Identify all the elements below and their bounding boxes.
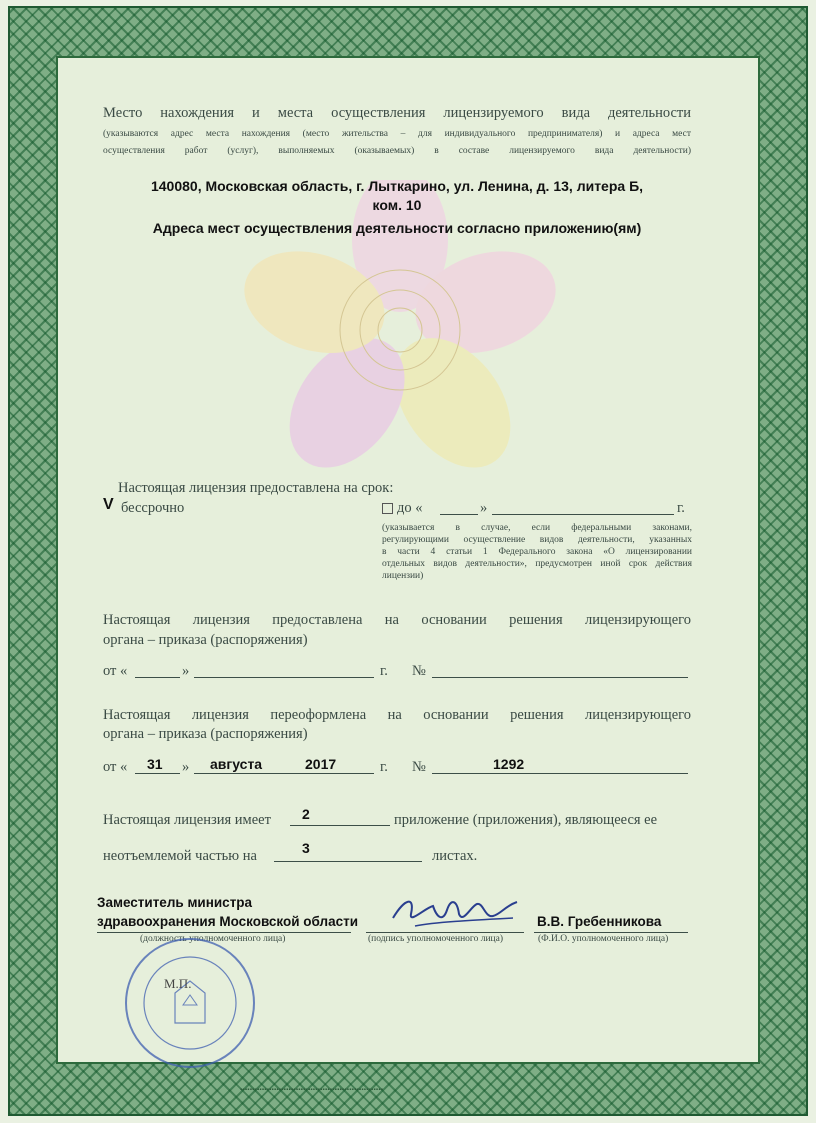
- appendix-count: 2: [302, 806, 310, 822]
- reissued-from-prefix: от «: [103, 759, 128, 775]
- addresses-note: Адреса мест осуществления деятельности согласно приложению(ям): [152, 220, 642, 236]
- term-note-3: в части 4 статьи 1 Федерального закона «О лицензировании: [382, 547, 692, 557]
- granted-from-close: »: [182, 663, 190, 679]
- appendix-sheets: 3: [302, 840, 310, 856]
- mp-label: М.П.: [164, 976, 192, 991]
- appendix-sheets-line: [274, 861, 422, 862]
- reissued-line-2: органа – приказа (распоряжения): [103, 726, 308, 742]
- granted-line-1: Настоящая лицензия предоставлена на основании решения лицензирующего: [103, 612, 691, 628]
- term-note-5: лицензии): [382, 571, 424, 581]
- reissued-year: 2017: [305, 756, 337, 772]
- until-month-line: [492, 514, 674, 515]
- appendix-count-line: [290, 825, 390, 826]
- caption-position: (должность уполномоченного лица): [140, 934, 286, 944]
- term-note-4: отдельных видов деятельности», предусмотрен иной срок действия: [382, 559, 692, 569]
- term-note-1: (указывается в случае, если федеральными законами,: [382, 523, 692, 533]
- granted-line-2: органа – приказа (распоряжения): [103, 632, 308, 648]
- reissued-line-1: Настоящая лицензия переоформлена на основании решения лицензирующего: [103, 707, 691, 723]
- printer-imprint: ▪▪▪▪▪▪▪▪▪▪▪▪▪▪▪▪▪▪▪▪▪▪▪▪▪▪▪▪▪▪▪▪▪▪▪▪▪▪▪▪▪▪▪▪▪▪▪▪▪▪▪▪▪▪▪▪▪▪▪: [240, 1087, 384, 1093]
- reissued-from-close: »: [182, 759, 190, 775]
- granted-day-line: [135, 677, 180, 678]
- reissued-number-line: [432, 773, 688, 774]
- handwritten-signature: [385, 888, 525, 936]
- granted-year-suffix: г.: [380, 663, 388, 679]
- reissued-number-sign: №: [412, 759, 426, 775]
- reissued-number: 1292: [493, 756, 525, 772]
- perpetual-check-mark: V: [103, 496, 114, 513]
- granted-month-line: [194, 677, 374, 678]
- until-date-checkbox: [382, 503, 393, 514]
- signer-position-line-1: Заместитель министра: [97, 895, 253, 910]
- perpetual-label: бессрочно: [121, 500, 185, 516]
- caption-signature: (подпись уполномоченного лица): [368, 934, 504, 944]
- reissued-year-suffix: г.: [380, 759, 388, 775]
- caption-name: (Ф.И.О. уполномоченного лица): [538, 934, 669, 944]
- until-close: »: [480, 500, 488, 516]
- location-heading: Место нахождения и места осуществления лицензируемого вида деятельности: [103, 105, 691, 121]
- reissued-month: августа: [210, 756, 263, 772]
- official-seal: [115, 935, 265, 1070]
- signer-position-line-2: здравоохранения Московской области: [97, 914, 359, 929]
- granted-from-prefix: от «: [103, 663, 128, 679]
- appendix-line-2-suffix: листах.: [432, 848, 478, 864]
- appendix-line-1-suffix: приложение (приложения), являющееся ее: [394, 812, 658, 828]
- appendix-line-2-prefix: неотъемлемой частью на: [103, 848, 257, 864]
- until-prefix: до «: [397, 500, 423, 516]
- granted-number-sign: №: [412, 663, 426, 679]
- granted-number-line: [432, 677, 688, 678]
- reissued-day: 31: [147, 756, 163, 772]
- term-heading: Настоящая лицензия предоставлена на срок:: [118, 480, 394, 496]
- reissued-day-line: [135, 773, 180, 774]
- location-note-2: осуществления работ (услуг), выполняемых (оказываемых) в составе лицензируемого вида деятельности): [103, 146, 691, 156]
- appendix-line-1-prefix: Настоящая лицензия имеет: [103, 812, 271, 828]
- address-line-1: 140080, Московская область, г. Лыткарино, ул. Ленина, д. 13, литера Б,: [150, 178, 644, 194]
- address-line-2: ком. 10: [372, 197, 422, 213]
- until-year-suffix: г.: [677, 500, 685, 516]
- until-day-line: [440, 514, 478, 515]
- location-note-1: (указываются адрес места нахождения (место жительства – для индивидуального предпринимателя) и адреса мест: [103, 129, 691, 139]
- signer-name: В.В. Гребенникова: [537, 914, 662, 929]
- reissued-date-line: [194, 773, 374, 774]
- term-note-2: регулирующими осуществление видов деятельности, указанных: [382, 535, 692, 545]
